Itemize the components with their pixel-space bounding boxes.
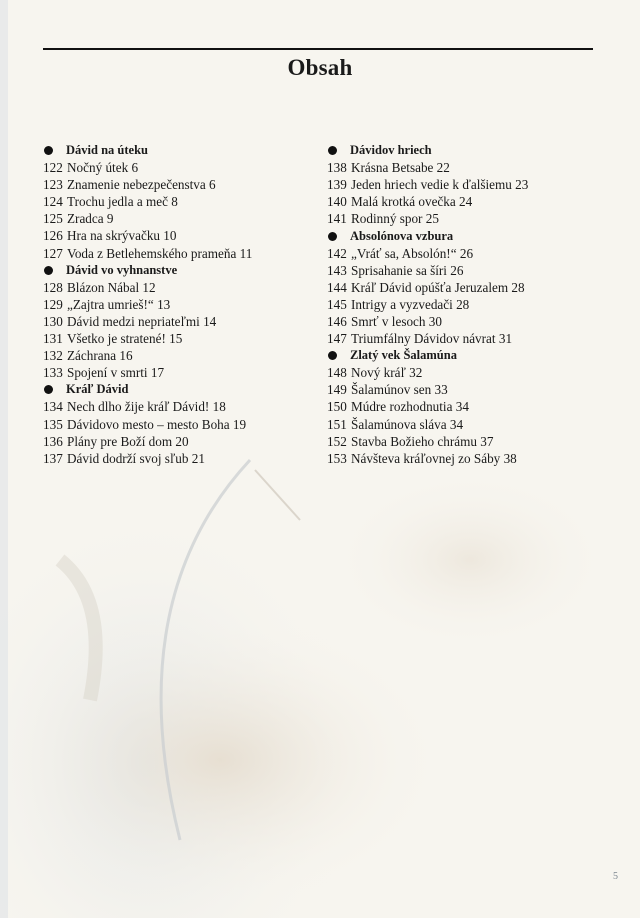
- toc-entry: 146 Smrť v lesoch 30: [327, 313, 442, 329]
- bullet-icon: [328, 351, 337, 360]
- bullet-icon: [44, 266, 53, 275]
- toc-entry: 128 Blázon Nábal 12: [43, 279, 156, 295]
- toc-entry: 139 Jeden hriech vedie k ďalšiemu 23: [327, 177, 529, 193]
- toc-entry: 123 Znamenie nebezpečenstva 6: [43, 177, 216, 193]
- toc-entry: 149 Šalamúnov sen 33: [327, 382, 448, 398]
- toc-entry: 152 Stavba Božieho chrámu 37: [327, 433, 494, 449]
- toc-entry: 136 Plány pre Boží dom 20: [43, 433, 189, 449]
- toc-entry: 150 Múdre rozhodnutia 34: [327, 399, 469, 415]
- section-heading: Dávid na úteku: [43, 142, 315, 159]
- toc-entry: 125 Zradca 9: [43, 211, 114, 227]
- toc-entry: 132 Záchrana 16: [43, 348, 133, 364]
- bullet-icon: [44, 146, 53, 155]
- toc-entry: 142 „Vráť sa, Absolón!“ 26: [327, 245, 474, 261]
- toc-entry: 140 Malá krotká ovečka 24: [327, 194, 473, 210]
- toc-entry: 124 Trochu jedla a meč 8: [43, 194, 178, 210]
- section-heading: Kráľ Dávid: [43, 381, 315, 398]
- page-number: 5: [613, 871, 618, 882]
- section-heading: Dávid vo vyhnanstve: [43, 262, 315, 279]
- toc-entry: 126 Hra na skrývačku 10: [43, 228, 177, 244]
- toc-entry: 145 Intrigy a vyzvedači 28: [327, 296, 470, 312]
- toc-entry: 143 Sprisahanie sa šíri 26: [327, 262, 464, 278]
- toc-entry: 151 Šalamúnova sláva 34: [327, 416, 464, 432]
- header-rule: [43, 48, 593, 50]
- toc-entry: 153 Návšteva kráľovnej zo Sáby 38: [327, 450, 517, 466]
- toc-entry: 135 Dávidovo mesto – mesto Boha 19: [43, 416, 247, 432]
- bullet-icon: [328, 146, 337, 155]
- toc-entry: 141 Rodinný spor 25: [327, 211, 439, 227]
- bullet-icon: [328, 232, 337, 241]
- toc-entry: 133 Spojení v smrti 17: [43, 365, 165, 381]
- toc-entry: 134 Nech dlho žije kráľ Dávid! 18: [43, 399, 226, 415]
- toc-entry: 148 Nový kráľ 32: [327, 365, 423, 381]
- section-heading: Absolónova vzbura: [327, 227, 599, 244]
- page-title: Obsah: [287, 55, 353, 80]
- toc-entry: 137 Dávid dodrží svoj sľub 21: [43, 450, 205, 466]
- toc-entry: 127 Voda z Betlehemského prameňa 11: [43, 245, 253, 261]
- section-heading: Zlatý vek Šalamúna: [327, 347, 599, 364]
- toc-entry: 144 Kráľ Dávid opúšťa Jeruzalem 28: [327, 279, 525, 295]
- toc-entry: 130 Dávid medzi nepriateľmi 14: [43, 313, 217, 329]
- toc-column-left: [43, 142, 315, 467]
- toc-column-right: [327, 142, 599, 467]
- bullet-icon: [44, 385, 53, 394]
- toc-entry: 131 Všetko je stratené! 15: [43, 331, 183, 347]
- toc-entry: 122 Nočný útek 6: [43, 160, 139, 176]
- section-heading: Dávidov hriech: [327, 142, 599, 159]
- toc-entry: 138 Krásna Betsabe 22: [327, 160, 450, 176]
- toc-entry: 129 „Zajtra umrieš!“ 13: [43, 296, 171, 312]
- toc-entry: 147 Triumfálny Dávidov návrat 31: [327, 331, 513, 347]
